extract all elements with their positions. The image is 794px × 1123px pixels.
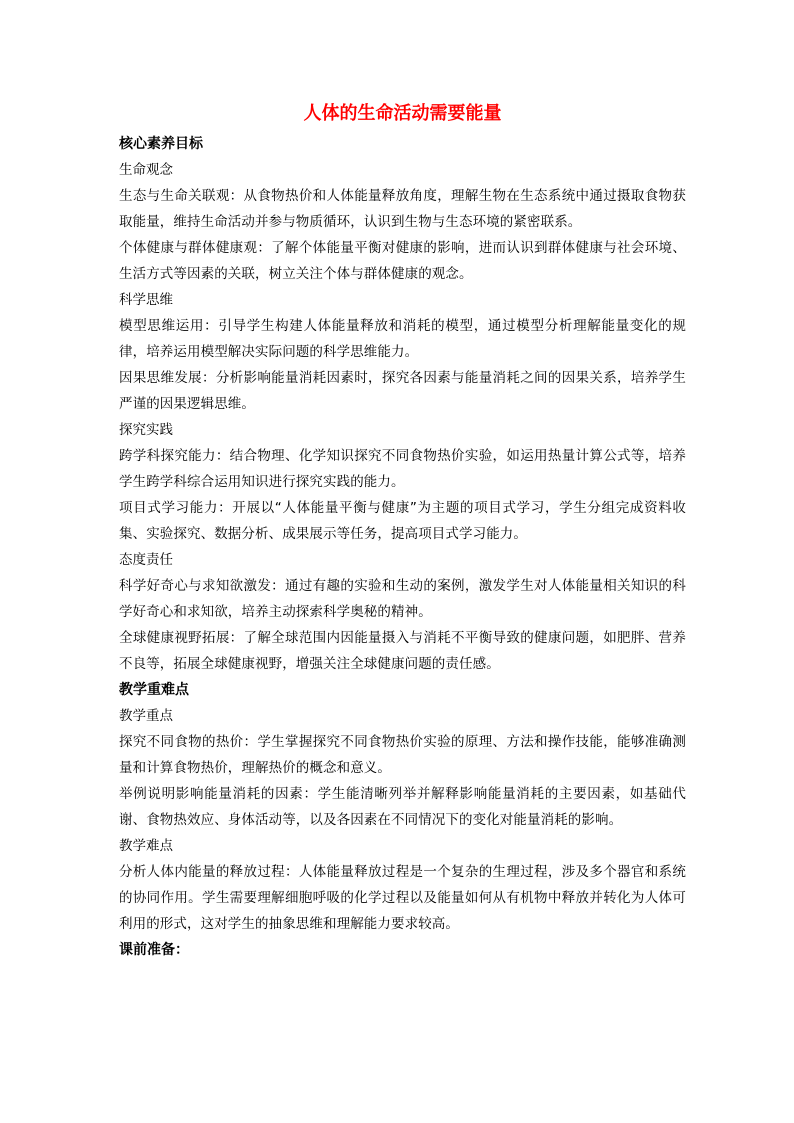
subsection-heading: 态度责任 [119, 552, 173, 568]
body-paragraph: 跨学科探究能力：结合物理、化学知识探究不同食物热价实验，如运用热量计算公式等，培养学生跨学科综合运用知识进行探究实践的能力。 [119, 448, 686, 490]
section-heading: 教学重难点 [119, 682, 189, 698]
document-title: 人体的生命活动需要能量 [303, 103, 502, 124]
subsection-heading: 探究实践 [119, 422, 173, 438]
body-paragraph: 探究不同食物的热价：学生掌握探究不同食物热价实验的原理、方法和操作技能，能够准确测量和计算食物热价，理解热价的概念和意义。 [119, 734, 686, 776]
body-paragraph: 举例说明影响能量消耗的因素：学生能清晰列举并解释影响能量消耗的主要因素，如基础代谢、食物热效应、身体活动等，以及各因素在不同情况下的变化对能量消耗的影响。 [119, 786, 686, 828]
body-paragraph: 科学好奇心与求知欲激发：通过有趣的实验和生动的案例，激发学生对人体能量相关知识的科学好奇心和求知欲，培养主动探索科学奥秘的精神。 [119, 578, 686, 620]
subsection-heading: 科学思维 [119, 292, 173, 308]
body-paragraph: 个体健康与群体健康观：了解个体能量平衡对健康的影响，进而认识到群体健康与社会环境、生活方式等因素的关联，树立关注个体与群体健康的观念。 [119, 240, 686, 282]
body-paragraph: 生态与生命关联观：从食物热价和人体能量释放角度，理解生物在生态系统中通过摄取食物获取能量，维持生命活动并参与物质循环，认识到生物与生态环境的紧密联系。 [119, 188, 686, 230]
section-heading: 课前准备： [119, 942, 189, 958]
body-paragraph: 模型思维运用：引导学生构建人体能量释放和消耗的模型，通过模型分析理解能量变化的规律，培养运用模型解决实际问题的科学思维能力。 [119, 318, 686, 360]
body-paragraph: 全球健康视野拓展：了解全球范围内因能量摄入与消耗不平衡导致的健康问题，如肥胖、营养不良等，拓展全球健康视野，增强关注全球健康问题的责任感。 [119, 630, 686, 672]
subsection-heading: 生命观念 [119, 162, 173, 178]
subsection-heading: 教学重点 [119, 708, 173, 724]
section-heading: 核心素养目标 [119, 136, 203, 152]
body-paragraph: 因果思维发展：分析影响能量消耗因素时，探究各因素与能量消耗之间的因果关系，培养学生严谨的因果逻辑思维。 [119, 370, 686, 412]
subsection-heading: 教学难点 [119, 838, 173, 854]
document-body [119, 131, 686, 963]
body-paragraph: 项目式学习能力：开展以“人体能量平衡与健康”为主题的项目式学习，学生分组完成资料收集、实验探究、数据分析、成果展示等任务，提高项目式学习能力。 [119, 500, 686, 542]
body-paragraph: 分析人体内能量的释放过程：人体能量释放过程是一个复杂的生理过程，涉及多个器官和系统的协同作用。学生需要理解细胞呼吸的化学过程以及能量如何从有机物中释放并转化为人体可利用的形式，这对学生的抽象思维和理解能力要求较高。 [119, 864, 686, 932]
